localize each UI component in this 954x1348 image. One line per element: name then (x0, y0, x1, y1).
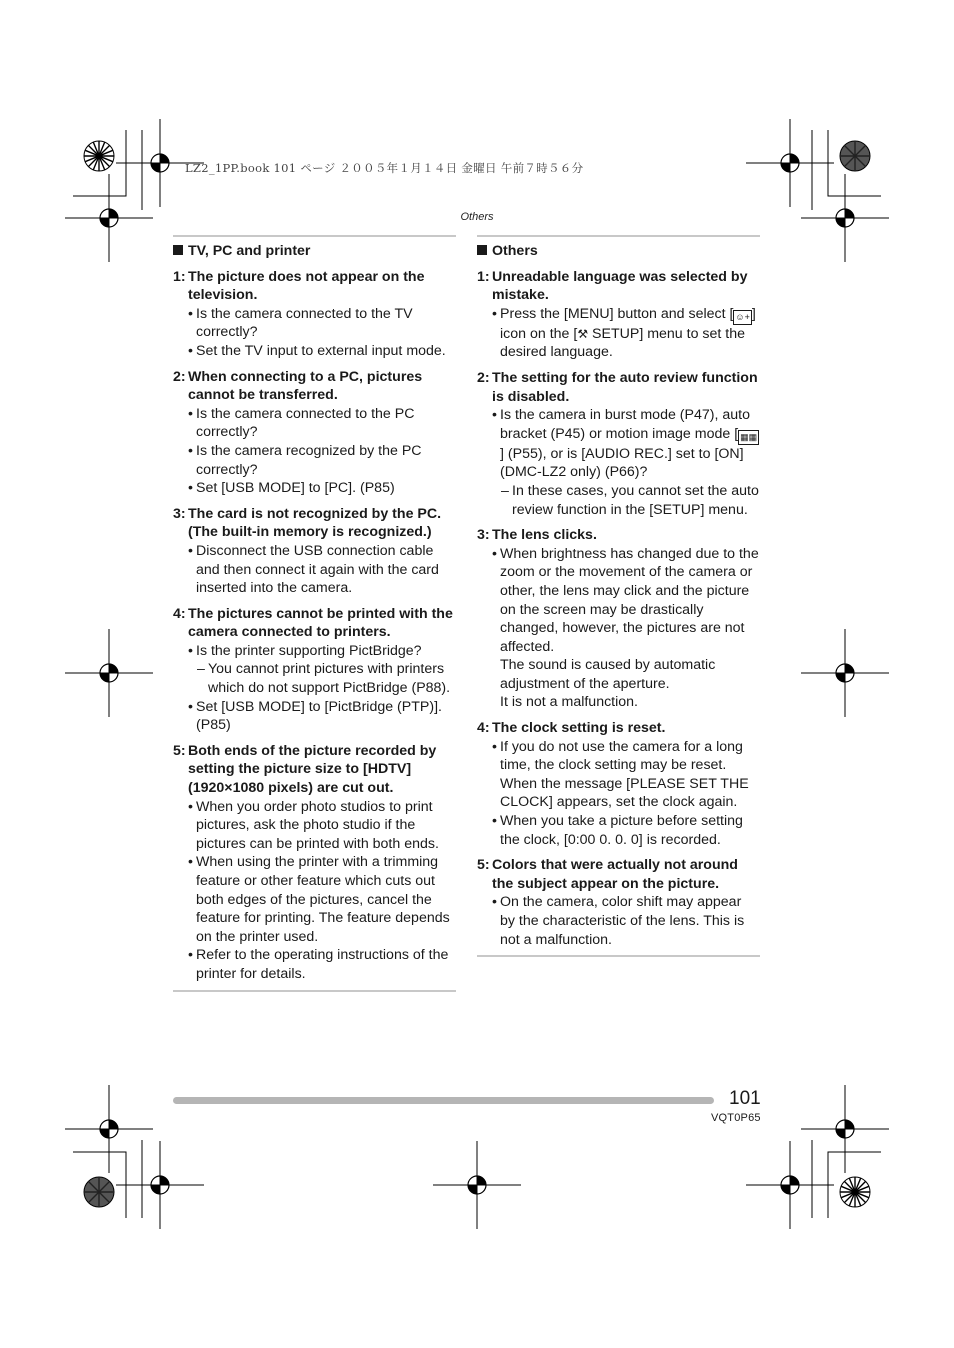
faq-bullet: • Set the TV input to external input mode. (173, 342, 456, 361)
page-number: 101 (729, 1088, 761, 1109)
faq-item (173, 605, 456, 735)
faq-item (173, 268, 456, 361)
faq-item (173, 368, 456, 498)
column-end-rule (477, 955, 760, 957)
section-title: Others (477, 242, 760, 261)
faq-bullet: • When you order photo studios to print pictures, ask the photo studio if the pictures can be printed with both ends. (173, 798, 456, 854)
faq-item (477, 856, 760, 949)
column-others (477, 235, 760, 957)
square-bullet-icon (477, 245, 487, 255)
faq-question: 4: The pictures cannot be printed with the camera connected to printers. (173, 605, 453, 641)
faq-bullet: • Disconnect the USB connection cable and then connect it again with the card inserted into the camera. (173, 542, 456, 598)
print-slug-header: LZ2_1PP.book 101 ページ ２００５年１月１４日 金曜日 午前７時５６分 (185, 161, 584, 175)
faq-item (173, 742, 456, 984)
faq-bullet: • When brightness has changed due to the zoom or the movement of the camera or other, the lens may click and the picture on the screen may be drastically changed, however, the pictures are not affected. (477, 545, 760, 657)
faq-bullet: • When using the printer with a trimming feature or other feature which cuts out both edges of the pictures, cancel the feature for printing. The feature depends on the printer used. (173, 853, 456, 946)
footer-bar (173, 1097, 714, 1104)
faq-sub-bullet: – You cannot print pictures with printers which do not support PictBridge (P88). (173, 660, 456, 697)
faq-bullet: • If you do not use the camera for a long time, the clock setting may be reset. When the message [PLEASE SET THE CLOCK] appears, set the clock again. (477, 738, 760, 812)
faq-bullet: • Is the camera recognized by the PC correctly? (173, 442, 456, 479)
faq-sub-bullet: – In these cases, you cannot set the auto review function in the [SETUP] menu. (477, 482, 760, 519)
faq-question: 1: Unreadable language was selected by mistake. (477, 268, 748, 304)
faq-question: 5: Colors that were actually not around the subject appear on the picture. (477, 857, 738, 892)
wrench-icon: ⚒ (577, 326, 589, 341)
faq-question: 5: Both ends of the picture recorded by setting the picture size to [HDTV] (1920×1080 pixels) are cut out. (173, 742, 437, 797)
faq-item (173, 505, 456, 598)
faq-item (477, 268, 760, 362)
faq-bullet: • Is the camera connected to the PC correctly? (173, 405, 456, 442)
square-bullet-icon (173, 245, 183, 255)
faq-paragraph: The sound is caused by automatic adjustment of the aperture. (500, 657, 716, 692)
column-tv-pc-printer (173, 235, 456, 992)
film-icon: ▦▦ (738, 430, 759, 445)
section-title: TV, PC and printer (173, 242, 456, 261)
document-code: VQT0P65 (711, 1112, 761, 1124)
language-icon: ☺+ (733, 310, 751, 325)
faq-item (477, 526, 760, 712)
faq-bullet: • Is the camera in burst mode (P47), auto bracket (P45) or motion image mode [ ▦▦] (P55), or is [AUDIO REC.] set to [ON] (DMC-LZ2 only) (P66)? (477, 406, 760, 482)
faq-question: 2: The setting for the auto review function is disabled. (477, 369, 758, 405)
column-end-rule (173, 990, 456, 992)
faq-question: 3: The card is not recognized by the PC. (The built-in memory is recognized.) (173, 505, 442, 541)
faq-bullet: • When you take a picture before setting the clock, [0:00 0. 0. 0] is recorded. (477, 812, 760, 849)
faq-bullet: • Set [USB MODE] to [PictBridge (PTP)]. (P85) (173, 698, 456, 735)
faq-item (477, 719, 760, 849)
faq-bullet: • On the camera, color shift may appear by the characteristic of the lens. This is not a malfunction. (477, 893, 760, 949)
faq-paragraph: It is not a malfunction. (500, 694, 639, 711)
faq-question: 1: The picture does not appear on the television. (173, 268, 425, 304)
faq-item (477, 369, 760, 519)
section-label: Others (460, 211, 494, 223)
faq-bullet: • Is the printer supporting PictBridge? (173, 642, 456, 661)
faq-bullet: • Is the camera connected to the TV correctly? (173, 305, 456, 342)
faq-bullet: • Press the [MENU] button and select [ ☺+ ] icon on the [⚒ SETUP] menu to set the desired language. (477, 305, 760, 362)
faq-question: 3: The lens clicks. (477, 527, 597, 544)
faq-bullet: • Refer to the operating instructions of the printer for details. (173, 946, 456, 983)
faq-question: 2: When connecting to a PC, pictures cannot be transferred. (173, 368, 423, 404)
faq-bullet: • Set [USB MODE] to [PC]. (P85) (173, 479, 456, 498)
faq-question: 4: The clock setting is reset. (477, 720, 666, 737)
